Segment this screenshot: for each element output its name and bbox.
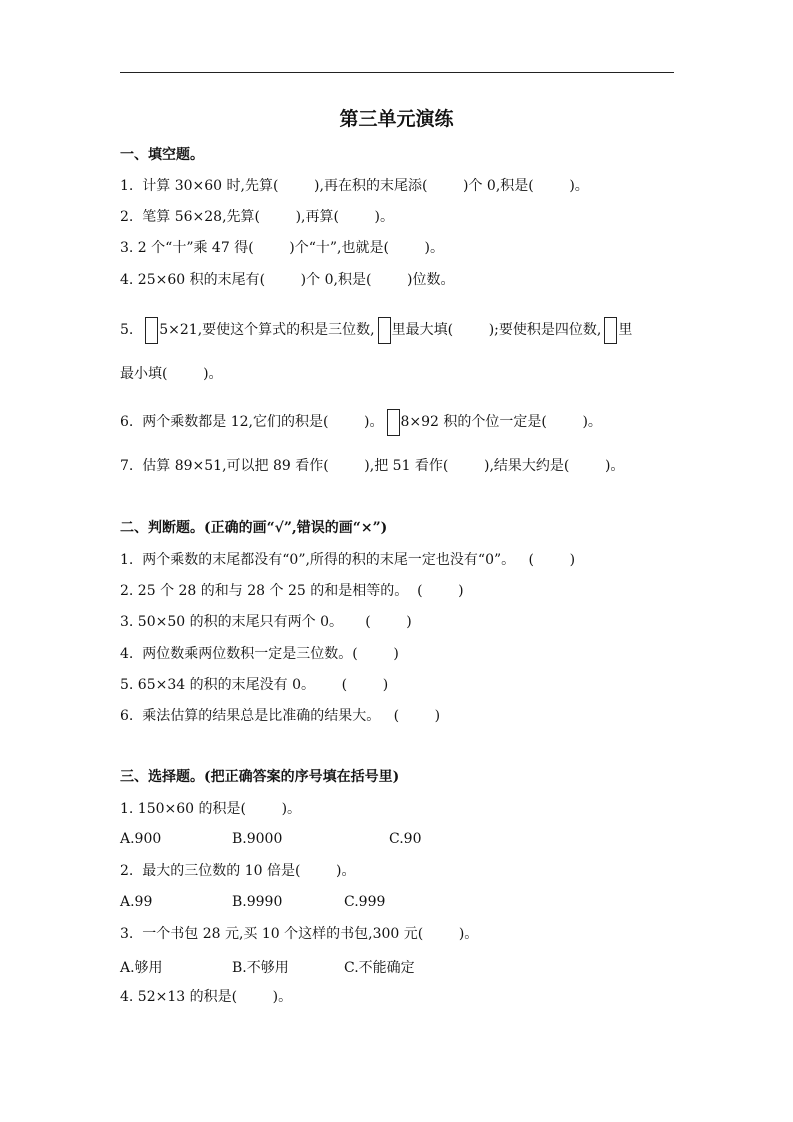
- s3-q1-option-b: B.9000: [232, 831, 283, 847]
- s3-q1-option-a: A.900: [120, 831, 162, 847]
- s3-q2-option-a: A.99: [120, 894, 153, 910]
- s3-q2-option-c: C.999: [344, 894, 386, 910]
- s3-q2-option-b: B.9990: [232, 894, 283, 910]
- answer-box: [604, 317, 617, 344]
- s1-q2: 2. 笔算 56×28,先算( ),再算( )。: [120, 209, 395, 225]
- top-rule: [120, 72, 674, 73]
- answer-box: [378, 317, 391, 344]
- s2-item-6: 6. 乘法估算的结果总是比准确的结果大。 ( ): [120, 708, 441, 724]
- s2-item-3: 3. 50×50 的积的末尾只有两个 0。 ( ): [120, 614, 412, 630]
- s1-q5-text-c: 里: [618, 322, 633, 338]
- s1-q5-line2: 最小填( )。: [120, 366, 223, 382]
- s2-item-1: 1. 两个乘数的末尾都没有“0”,所得的积的末尾一定也没有“0”。 ( ): [120, 552, 576, 568]
- s1-q6: [120, 408, 602, 436]
- section2-heading: 二、判断题。(正确的画“√”,错误的画“×”): [120, 520, 388, 536]
- s3-q2: 2. 最大的三位数的 10 倍是( )。: [120, 863, 356, 879]
- s3-q1: 1. 150×60 的积是( )。: [120, 801, 302, 817]
- section3-heading: 三、选择题。(把正确答案的序号填在括号里): [120, 769, 400, 785]
- s2-item-4: 4. 两位数乘两位数积一定是三位数。( ): [120, 646, 399, 662]
- s2-item-2: 2. 25 个 28 的和与 28 个 25 的和是相等的。 ( ): [120, 583, 464, 599]
- s3-q3: 3. 一个书包 28 元,买 10 个这样的书包,300 元( )。: [120, 926, 479, 942]
- s3-q3-option-c: C.不能确定: [344, 960, 415, 976]
- s3-q4: 4. 52×13 的积是( )。: [120, 989, 293, 1005]
- s1-q1: 1. 计算 30×60 时,先算( ),再在积的末尾添( )个 0,积是( )。: [120, 178, 589, 194]
- s1-q7: 7. 估算 89×51,可以把 89 看作( ),把 51 看作( ),结果大约是( )。: [120, 458, 625, 474]
- s1-q6-text-b: 8×92 积的个位一定是( )。: [400, 414, 602, 430]
- s1-q5-num: 5.: [120, 322, 143, 338]
- answer-box: [145, 317, 158, 344]
- s1-q5: [120, 316, 632, 344]
- s3-q3-option-b: B.不够用: [232, 960, 289, 976]
- s1-q4: 4. 25×60 积的末尾有( )个 0,积是( )位数。: [120, 272, 455, 288]
- s3-q3-option-a: A.够用: [120, 960, 163, 976]
- s1-q5-text-a: 5×21,要使这个算式的积是三位数,: [159, 322, 375, 338]
- answer-box: [387, 409, 400, 436]
- section1-heading: 一、填空题。: [120, 147, 204, 163]
- s1-q3: 3. 2 个“十”乘 47 得( )个“十”,也就是( )。: [120, 240, 445, 256]
- s3-q1-option-c: C.90: [389, 831, 422, 847]
- s1-q6-text-a: 6. 两个乘数都是 12,它们的积是( )。: [120, 414, 384, 430]
- s2-item-5: 5. 65×34 的积的末尾没有 0。 ( ): [120, 677, 389, 693]
- page-title: 第三单元演练: [339, 108, 454, 130]
- s1-q5-text-b: 里最大填( );要使积是四位数,: [391, 322, 602, 338]
